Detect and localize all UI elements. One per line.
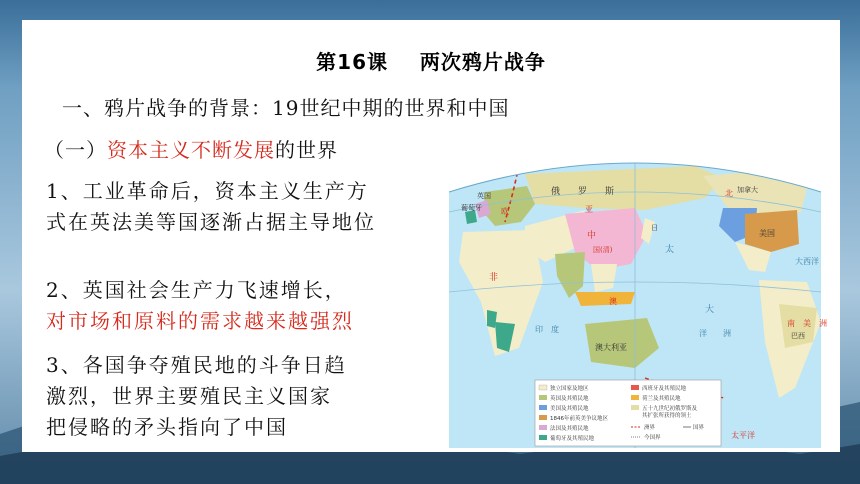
section-heading: 一、鸦片战争的背景：19世纪中期的世界和中国 (62, 96, 510, 120)
label-pacific-right: 洋 洲 (699, 329, 731, 338)
map-legend (535, 380, 721, 446)
point-2 (46, 275, 446, 337)
legend-item-9: 五十九世纪初俄罗斯及 (642, 406, 698, 412)
dutch-east-indies (575, 292, 635, 306)
legend-item-10: 其扩张所获得的领土 (642, 413, 692, 419)
legend-item-1: 独立国家及地区 (550, 386, 589, 392)
legend-item-2: 英国及其殖民地 (550, 396, 589, 402)
point-3-line-1: 3、各国争夺殖民地的斗争日趋 (46, 353, 347, 377)
label-islands: 澳 (609, 297, 617, 306)
lesson-title: 第16课 两次鸦片战争 (316, 50, 546, 74)
point-2-line-1: 2、英国社会生产力飞速增长， (46, 278, 347, 302)
label-russia: 俄 罗 斯 (551, 187, 615, 197)
slide (22, 20, 840, 452)
legend-item-12: 今国界 (644, 435, 661, 441)
point-3 (46, 350, 446, 443)
label-europe: 欧 (501, 207, 509, 216)
label-australia: 澳大利亚 (595, 343, 627, 352)
point-1-line-2: 式在英法美等国逐渐占据主导地位 (46, 210, 376, 234)
subsection-prefix: （一） (44, 138, 107, 162)
label-china-qing: 国(清) (593, 246, 613, 254)
label-japan: 日 (651, 224, 658, 232)
legend-item-6: 葡萄牙及其殖民地 (550, 436, 595, 442)
label-bottom-ocean: 太平洋 (731, 431, 755, 440)
point-1-line-1: 1、工业革命后，资本主义生产方 (46, 179, 369, 203)
label-indian-ocean: 印 度 (535, 325, 559, 334)
legend-item-7: 西班牙及其殖民地 (642, 386, 687, 392)
label-asia: 亚 (585, 205, 593, 214)
point-3-line-3: 把侵略的矛头指向了中国 (46, 415, 288, 439)
label-africa: 非 (489, 273, 499, 283)
label-south-america: 南 美 洲 (787, 319, 827, 328)
world-map (435, 152, 835, 448)
label-uk: 英国 (477, 192, 491, 200)
label-pacific-left: 太 (665, 245, 675, 255)
label-atlantic: 大西洋 (795, 257, 819, 266)
legend-item-8: 荷兰及其殖民地 (642, 396, 681, 402)
subsection-heading (44, 134, 338, 163)
greenland-region (787, 160, 821, 182)
point-3-line-2: 激烈，世界主要殖民主义国家 (46, 384, 332, 408)
point-2-line-2: 对市场和原料的需求越来越强烈 (46, 309, 354, 333)
label-canada: 加拿大 (737, 186, 758, 194)
legend-item-4: 1846年前英美争议地区 (550, 416, 608, 422)
legend-boundary-label: 国界 (693, 425, 705, 431)
subsection-highlight: 资本主义不断发展 (107, 138, 275, 162)
label-brazil: 巴西 (791, 332, 805, 340)
portugal-region (465, 210, 477, 224)
label-usa: 美国 (759, 229, 775, 238)
label-portugal: 葡萄牙 (461, 204, 482, 212)
label-china: 中 (587, 231, 597, 241)
legend-item-3: 美国及其殖民地 (550, 406, 589, 412)
legend-item-5: 法国及其殖民地 (550, 426, 589, 432)
subsection-suffix: 的世界 (275, 138, 338, 162)
label-pacific-mid: 大 (705, 305, 715, 315)
legend-item-11: 洲界 (644, 425, 656, 431)
label-north: 北 (725, 189, 733, 198)
point-1 (46, 176, 446, 238)
